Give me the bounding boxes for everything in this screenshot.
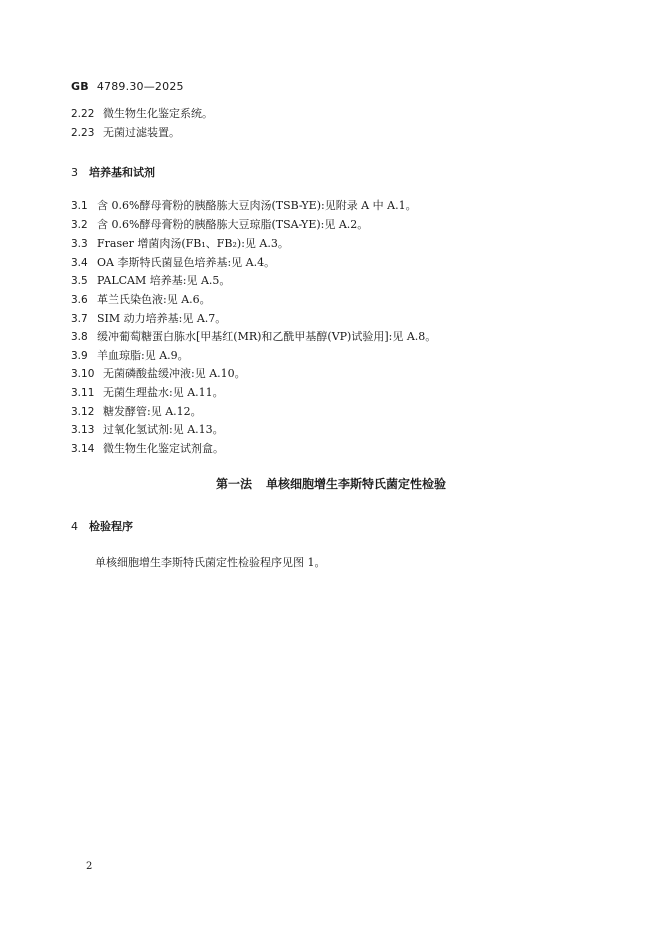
method-name: 单核细胞增生李斯特氏菌定性检验 (266, 477, 447, 491)
list-item (71, 330, 436, 344)
item-number: 3.5 (71, 275, 88, 287)
list-item (71, 293, 211, 307)
section-title: 培养基和试剂 (89, 166, 155, 179)
standard-prefix: GB (71, 80, 89, 93)
item-number: 3.7 (71, 313, 88, 325)
page-number: 2 (86, 861, 93, 872)
section-number: 4 (71, 520, 78, 533)
list-item (71, 199, 417, 213)
item-text: SIM 动力培养基:见 A.7。 (97, 312, 227, 325)
list-item (71, 442, 224, 456)
item-number: 3.3 (71, 238, 88, 250)
item-text: 无菌生理盐水:见 A.11。 (103, 386, 224, 399)
list-item (71, 405, 202, 419)
item-text: 含 0.6%酵母膏粉的胰酪胨大豆肉汤(TSB-YE):见附录 A 中 A.1。 (97, 199, 417, 212)
list-item (71, 312, 226, 326)
item-text: 羊血琼脂:见 A.9。 (97, 349, 189, 362)
body-paragraph: 单核细胞增生李斯特氏菌定性检验程序见图 1。 (95, 556, 326, 569)
item-number: 3.13 (71, 424, 95, 436)
item-text: OA 李斯特氏菌显色培养基:见 A.4。 (97, 256, 276, 269)
item-number: 3.10 (71, 368, 95, 380)
item-text: 含 0.6%酵母膏粉的胰酪胨大豆琼脂(TSA-YE):见 A.2。 (97, 218, 369, 231)
item-number: 2.22 (71, 108, 95, 120)
list-item (71, 107, 213, 121)
list-item (71, 274, 230, 288)
list-item (71, 367, 246, 381)
list-item (71, 349, 189, 363)
item-text: 糖发酵管:见 A.12。 (103, 405, 202, 418)
item-text: 缓冲葡萄糖蛋白胨水[甲基红(MR)和乙酰甲基醇(VP)试验用]:见 A.8。 (97, 330, 437, 343)
item-number: 3.1 (71, 200, 88, 212)
item-number: 3.12 (71, 406, 95, 418)
item-number: 3.11 (71, 387, 95, 399)
item-number: 3.9 (71, 350, 88, 362)
item-text: PALCAM 培养基:见 A.5。 (97, 274, 231, 287)
list-item (71, 386, 224, 400)
item-text: 无菌过滤装置。 (103, 126, 180, 139)
method-title (0, 475, 662, 492)
list-item (71, 237, 289, 251)
item-text: 过氧化氢试剂:见 A.13。 (103, 423, 224, 436)
item-number: 3.6 (71, 294, 88, 306)
list-item (71, 126, 180, 140)
item-number: 3.2 (71, 219, 88, 231)
section-heading (71, 518, 133, 534)
section-heading (71, 164, 155, 180)
standard-code: 4789.30—2025 (96, 80, 184, 93)
item-number: 2.23 (71, 127, 95, 139)
item-text: 微生物生化鉴定试剂盒。 (103, 442, 224, 455)
item-text: Fraser 增菌肉汤(FB₁、FB₂):见 A.3。 (97, 237, 289, 250)
method-label: 第一法 (215, 477, 252, 491)
item-text: 革兰氏染色液:见 A.6。 (97, 293, 211, 306)
list-item (71, 256, 275, 270)
item-number: 3.4 (71, 257, 88, 269)
section-number: 3 (71, 166, 78, 179)
item-number: 3.8 (71, 331, 88, 343)
list-item (71, 218, 368, 232)
item-number: 3.14 (71, 443, 95, 455)
item-text: 微生物生化鉴定系统。 (103, 107, 213, 120)
list-item (71, 423, 224, 437)
item-text: 无菌磷酸盐缓冲液:见 A.10。 (103, 367, 246, 380)
section-title: 检验程序 (89, 520, 133, 533)
standard-header (71, 80, 184, 93)
